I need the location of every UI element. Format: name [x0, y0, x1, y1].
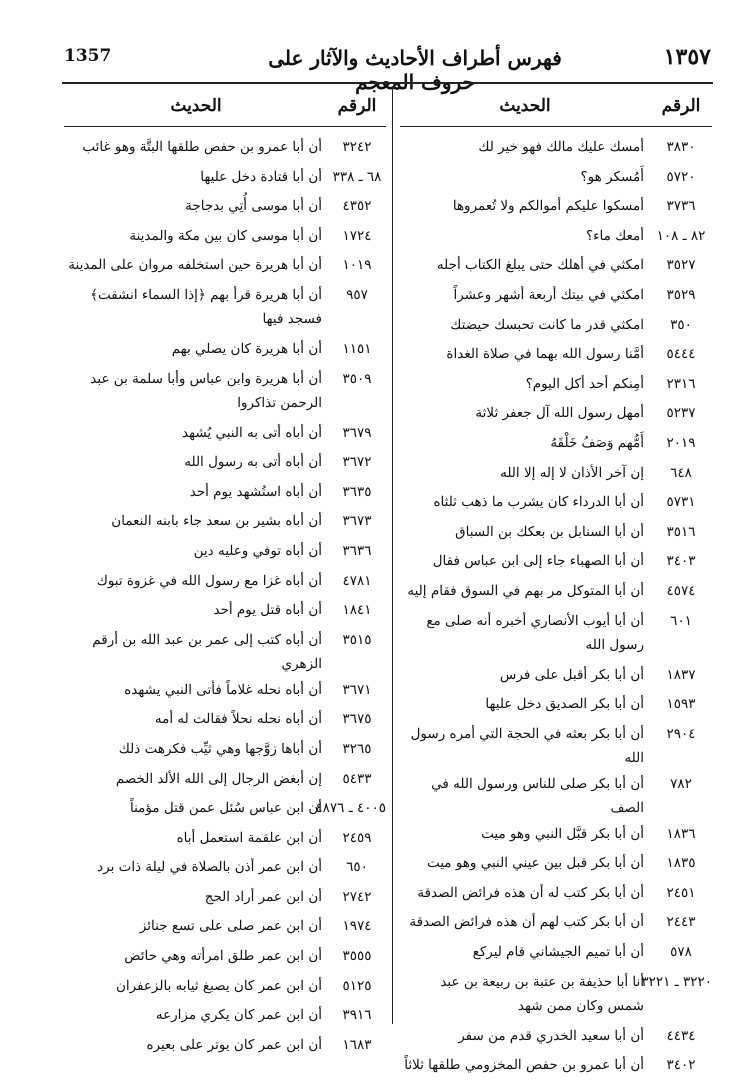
hadith-number: ٣٦٣٦ [342, 542, 372, 559]
hadith-text: أن أبا بكر كتب لهم أن هذه فرائض الصدقة [409, 914, 644, 931]
index-entry [64, 448, 386, 478]
index-entry [64, 626, 386, 676]
hadith-text: امكثي في أهلك حتى يبلغ الكتاب أجله [436, 257, 644, 274]
index-entry [400, 281, 712, 311]
index-entry [64, 824, 386, 854]
index-entry [400, 577, 712, 607]
hadith-text: أن أبا هريرة كان يصلي بهم [171, 340, 322, 357]
hadith-number: ٣٥٥٥ [342, 948, 372, 965]
hadith-number: ٦٤٨ [670, 464, 692, 481]
page-number-arabic: ١٣٥٧ [663, 44, 711, 70]
hadith-number: ٤٧٨١ [342, 572, 372, 589]
index-entry [400, 370, 712, 400]
header-rule [62, 82, 713, 84]
index-entry [400, 1051, 712, 1081]
hadith-text: أن أبا قتادة دخل عليها [200, 168, 322, 185]
hadith-number: ١١٥١ [342, 340, 372, 357]
index-entry [400, 661, 712, 691]
hadith-number: ٣٦٧٩ [342, 424, 372, 441]
index-entry [400, 133, 712, 163]
index-entry [400, 429, 712, 459]
index-entry [400, 488, 712, 518]
hadith-text: أن أبا أيوب الأنصاري أخبره أنه صلى مع رسول الله [426, 612, 644, 653]
index-entry [64, 537, 386, 567]
hadith-text: أن أباه كتب إلى عمر بن عبد الله بن أرقم الزهري [92, 631, 322, 672]
hadith-number: ٣٤٠٢ [666, 1057, 696, 1074]
hadith-number: ٣٥٠٩ [342, 370, 372, 387]
index-entry [64, 281, 386, 335]
hadith-text: أمَّنا رسول الله بهما في صلاة الغداة [446, 346, 644, 363]
hadith-number: ٣٢٢٠ ـ ٣٢٢١ [641, 973, 712, 990]
hadith-text: أن أبا بكر أقبل على فرس [499, 666, 644, 683]
hadith-text: أن ابن عمر كان يوتر على بعيره [146, 1036, 322, 1053]
hadith-number: ٥١٢٥ [342, 977, 372, 994]
number-column-heading: الرقم [661, 96, 701, 116]
index-entry [400, 720, 712, 770]
index-entry [400, 251, 712, 281]
hadith-number: ٢٤٥٩ [342, 829, 372, 846]
hadith-text: أن أباه قتل يوم أحد [213, 602, 322, 619]
hadith-text: أمسكوا عليكم أموالكم ولا تُعمروها [452, 198, 644, 215]
hadith-number: ٣٨٣٠ [666, 139, 696, 155]
index-entry [400, 968, 712, 1022]
hadith-text: إن آخر الأذان لا إله إلا الله [500, 464, 644, 481]
index-entry [64, 133, 386, 163]
hadith-number: ٢٤٤٣ [666, 914, 696, 931]
index-entry [400, 311, 712, 341]
hadith-number: ٤٥٧٤ [666, 582, 696, 599]
hadith-number: ١٩٧٤ [342, 918, 372, 935]
hadith-text: أن أبا بكر بعثه في الحجة التي أمره رسول الله [410, 725, 644, 766]
index-entry [64, 1031, 386, 1061]
hadith-number: ٢٧٤٢ [342, 888, 372, 905]
hadith-number: ٧٨٢ [670, 775, 692, 792]
hadith-text: أن أباه أتى به رسول الله [184, 454, 322, 471]
hadith-text: أنا أبا حذيفة بن عتبة بن ربيعة بن عبد شمس وكان ممن شهد [440, 973, 644, 1014]
index-entry [400, 340, 712, 370]
hadith-text: أن أبا تميم الجيشاني قام ليركع [472, 944, 644, 961]
index-entry [64, 1001, 386, 1031]
hadith-number: ٣٥٢٧ [666, 257, 696, 274]
hadith-text: أمِنكم أحد أكل اليوم؟ [525, 375, 644, 392]
hadith-column-heading: الحديث [499, 96, 551, 116]
hadith-text: أن أباه أتى به النبي يُشهد [182, 424, 322, 441]
hadith-text: أن ابن علقمة استعمل أباه [176, 829, 322, 846]
hadith-text: أن ابن عباس سُئل عمن قتل مؤمناً [129, 800, 322, 817]
hadith-text: أن ابن عمر كان يصبغ ثيابه بالزعفران [115, 977, 322, 994]
hadith-text: أن أبا الدرداء كان يشرب ما ذهب ثلثاه [433, 494, 644, 511]
index-entry [400, 879, 712, 909]
hadith-text: أن أباه نحله نحلاً فقالت له أمه [154, 711, 322, 728]
hadith-text: أن أبا بكر قبَّل النبي وهو ميت [481, 825, 644, 842]
hadith-number: ٢٤٥١ [666, 884, 696, 901]
hadith-number: ٦٥٠ [346, 859, 368, 876]
index-entry [400, 1022, 712, 1052]
index-entry [64, 192, 386, 222]
hadith-text: أن أبا بكر صلى للناس ورسول الله في الصف [431, 775, 644, 816]
hadith-number: ٥٧٢٠ [666, 168, 696, 185]
hadith-number: ٣٥٠ [670, 316, 692, 333]
hadith-text: امكثي في بيتك أربعة أشهر وعشراً [453, 286, 644, 303]
hadith-number: ٣٦٧٢ [342, 454, 372, 471]
index-entry [400, 607, 712, 661]
index-entry [400, 163, 712, 193]
index-entry [64, 765, 386, 795]
right-column-entries [400, 133, 712, 1081]
hadith-text: أن أبا الصهباء جاء إلى ابن عباس فقال [432, 553, 644, 570]
hadith-number: ٥٢٣٧ [666, 405, 696, 422]
index-entry [64, 596, 386, 626]
hadith-number: ٥٧٣١ [666, 494, 696, 511]
hadith-number: ٣٩١٦ [342, 1007, 372, 1024]
hadith-text: أن ابن عمر صلى على تسع جنائز [139, 918, 322, 935]
hadith-number: ٣٢٤٢ [342, 139, 372, 155]
hadith-text: أن أبا بكر قبل بين عيني النبي وهو ميت [426, 855, 644, 872]
hadith-text: أن أباه توفي وعليه دين [193, 542, 322, 559]
hadith-number: ٣٥١٦ [666, 523, 696, 540]
page-title: فهرس أطراف الأحاديث والآثار على حروف المعجم [268, 46, 562, 94]
index-entry [64, 912, 386, 942]
hadith-text: أن أبا هريرة وابن عباس وأبا سلمة بن عبد الرحمن تذاكروا [90, 370, 322, 411]
hadith-number: ٢٠١٩ [666, 434, 696, 451]
left-column-entries [64, 133, 386, 1060]
index-entry [400, 908, 712, 938]
hadith-number: ٣٧٣٦ [666, 198, 696, 215]
hadith-number: ٣٦٧٥ [342, 711, 372, 728]
hadith-text: أمهل رسول الله آل جعفر ثلاثة [475, 405, 644, 422]
hadith-number: ٤٤٣٤ [666, 1027, 696, 1044]
index-entry [400, 820, 712, 850]
index-entry [400, 547, 712, 577]
hadith-text: أن أباه بشير بن سعد جاء بابنه النعمان [111, 513, 322, 530]
index-entry [64, 853, 386, 883]
hadith-text: أَمُّهم وَصَفُ خَلْقَهُ [550, 434, 644, 451]
index-entry [64, 883, 386, 913]
hadith-number: ١٨٣٦ [666, 825, 696, 842]
index-entry [400, 518, 712, 548]
hadith-number: ٣٦٣٥ [342, 483, 372, 500]
hadith-number: ٣٥١٥ [342, 631, 372, 648]
hadith-number: ١٦٨٣ [342, 1036, 372, 1053]
page-number-latin: 1357 [64, 46, 112, 66]
index-entry [64, 419, 386, 449]
index-entry [64, 335, 386, 365]
index-entry [64, 676, 386, 706]
column-divider [392, 86, 393, 1024]
hadith-text: أن أبا موسى أُتِي بدجاجة [185, 198, 322, 215]
index-entry [64, 794, 386, 824]
right-column [400, 86, 712, 1081]
index-entry [400, 849, 712, 879]
index-entry [64, 507, 386, 537]
index-entry [64, 705, 386, 735]
index-entry [64, 478, 386, 508]
hadith-number: ١٨٣٧ [666, 666, 696, 683]
hadith-number: ٣٢٦٥ [342, 740, 372, 757]
right-column-header [400, 86, 712, 127]
index-entry [400, 938, 712, 968]
hadith-text: أن ابن عمر كان يكري مزارعه [155, 1007, 322, 1024]
index-entry [64, 735, 386, 765]
hadith-number: ٥٤٣٣ [342, 770, 372, 787]
hadith-text: امكثي قدر ما كانت تحبسك حيضتك [450, 316, 644, 333]
hadith-text: أن أبا المتوكل مر بهم في السوق فقام إليه [407, 582, 644, 599]
index-entry [400, 192, 712, 222]
hadith-text: أن ابن عمر أراد الحج [204, 888, 322, 905]
hadith-text: أن أبا موسى كان بين مكة والمدينة [129, 227, 322, 244]
hadith-number: ٣٦٧١ [342, 681, 372, 698]
hadith-number: ٢٩٠٤ [666, 725, 696, 742]
index-entry [64, 972, 386, 1002]
number-column-heading: الرقم [337, 96, 377, 116]
hadith-text: أمسك عليك مالك فهو خير لك [478, 139, 644, 155]
index-entry [64, 163, 386, 193]
hadith-number: ١٠١٩ [342, 257, 372, 274]
index-entry [400, 222, 712, 252]
hadith-number: ٣٦٧٣ [342, 513, 372, 530]
hadith-number: ١٨٤١ [342, 602, 372, 619]
hadith-number: ٤٠٠٥ ـ ٤٨٧٦ [315, 800, 386, 817]
index-entry [64, 567, 386, 597]
hadith-number: ٩٥٧ [346, 286, 368, 303]
hadith-text: إن أبغض الرجال إلى الله الألد الخصم [115, 770, 322, 787]
index-entry [64, 222, 386, 252]
hadith-text: أَمُسكر هو؟ [580, 168, 644, 185]
hadith-text: أن أباه استُشهد يوم أحد [189, 483, 322, 500]
hadith-text: أن أبا السنابل بن بعكك بن السباق [455, 523, 644, 540]
hadith-number: ٣٥٢٩ [666, 286, 696, 303]
hadith-text: أن أبا بكر الصديق دخل عليها [485, 696, 644, 713]
hadith-text: أن أباه نحله غلاماً فأتى النبي يشهده [124, 681, 322, 698]
hadith-text: أن أبا عمرو بن حفص طلقها البتَّة وهو غائب [82, 139, 322, 155]
hadith-text: أمعك ماء؟ [585, 227, 644, 244]
hadith-number: ٨٢ ـ ١٠٨ [656, 227, 706, 244]
hadith-text: أن ابن عمر طلق امرأته وهي حائض [124, 948, 322, 965]
hadith-number: ٥٧٨ [670, 944, 692, 961]
hadith-text: أن أبا هريرة قرأ بهم ﴿إذا السماء انشقت﴾ فسجد فيها [90, 286, 322, 327]
hadith-text: أن أباه غزا مع رسول الله في غزوة تبوك [96, 572, 322, 589]
left-column-header [64, 86, 386, 127]
index-entry [400, 690, 712, 720]
hadith-number: ١٨٣٥ [666, 855, 696, 872]
hadith-number: ٦٠١ [670, 612, 692, 629]
hadith-text: أن أبا سعيد الخدري قدم من سفر [458, 1027, 644, 1044]
index-entry [400, 770, 712, 820]
hadith-text: أن أبا عمرو بن حفص المخزومي طلقها ثلاثاً [404, 1057, 644, 1074]
hadith-text: أن أبا بكر كتب له أن هذه فرائض الصدقة [417, 884, 644, 901]
hadith-number: ١٧٢٤ [342, 227, 372, 244]
hadith-number: ١٥٩٣ [666, 696, 696, 713]
hadith-number: ٦٨ ـ ٣٣٨ [332, 168, 382, 185]
index-entry [400, 399, 712, 429]
hadith-number: ٥٤٤٤ [666, 346, 696, 363]
index-entry [400, 459, 712, 489]
index-entry [64, 251, 386, 281]
hadith-number: ٢٣١٦ [666, 375, 696, 392]
hadith-text: أن ابن عمر أذن بالصلاة في ليلة ذات برد [97, 859, 322, 876]
left-column [64, 86, 386, 1060]
hadith-column-heading: الحديث [170, 96, 222, 116]
index-entry [64, 942, 386, 972]
hadith-number: ٣٤٠٣ [666, 553, 696, 570]
hadith-text: أن أباها زوَّجها وهي ثيِّب فكرهت ذلك [118, 740, 322, 757]
hadith-number: ٤٣٥٢ [342, 198, 372, 215]
index-entry [64, 365, 386, 419]
hadith-text: أن أبا هريرة حين استخلفه مروان على المدينة [68, 257, 322, 274]
